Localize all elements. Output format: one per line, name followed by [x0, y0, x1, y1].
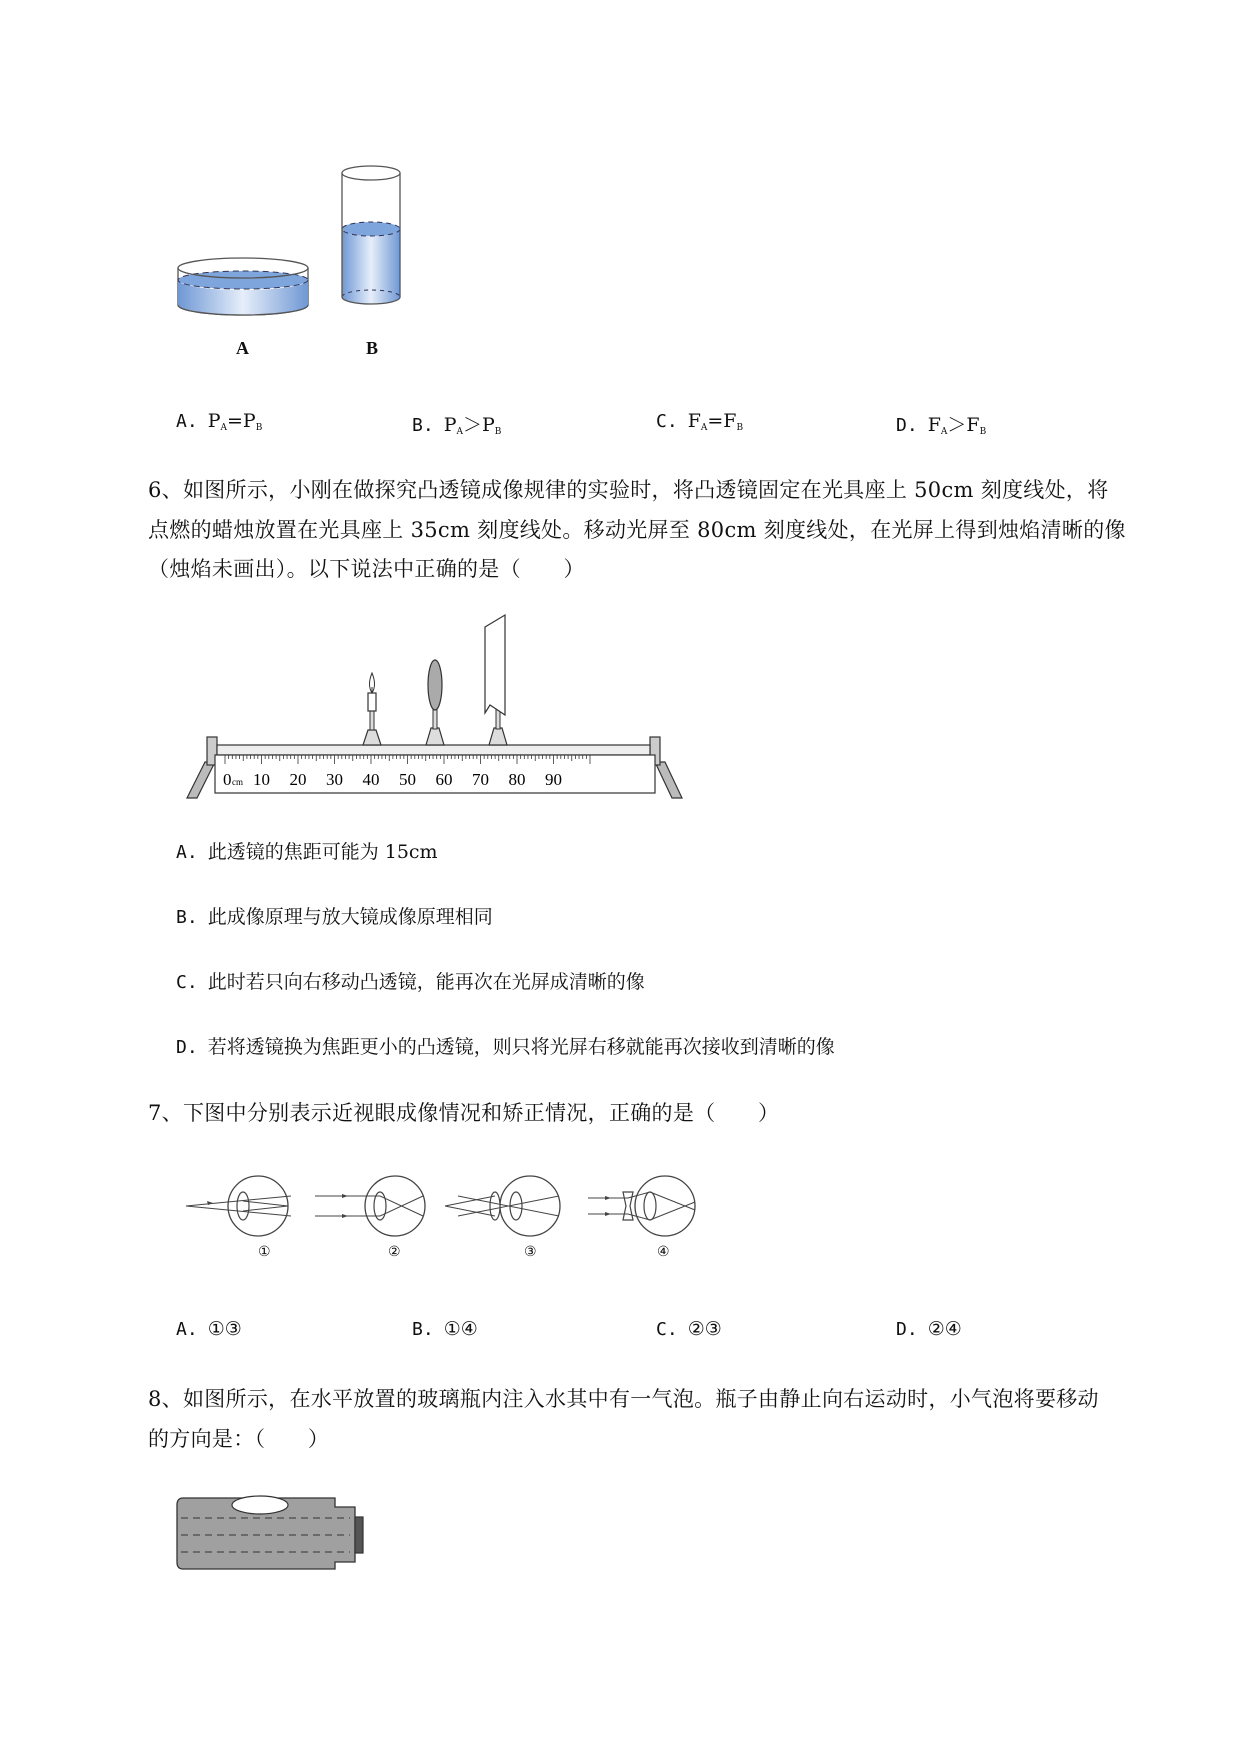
q6-option-d[interactable] — [176, 1032, 835, 1059]
ruler-tick-label: 40 — [362, 770, 380, 789]
optical-bench-figure — [185, 615, 685, 805]
q7-stem: 7、下图中分别表示近视眼成像情况和矫正情况，正确的是（ ） — [148, 1101, 780, 1125]
eye-diagram-3 — [445, 1176, 560, 1236]
q5-option-a[interactable]: A. $P_A=P_B$ — [176, 410, 263, 433]
option-letter: B. — [412, 415, 434, 436]
q5-option-c[interactable]: C. $F_A=F_B$ — [656, 410, 744, 433]
q7-option-a[interactable] — [176, 1318, 242, 1340]
q6-option-c[interactable] — [176, 967, 645, 994]
eye-diagram-label-4: ④ — [657, 1244, 670, 1260]
candle — [363, 673, 381, 745]
container-a — [178, 258, 308, 315]
ruler-tick-label: 30 — [326, 770, 343, 789]
option-text: ②③ — [687, 1318, 722, 1340]
ruler-tick-label: 80 — [508, 770, 526, 789]
ruler-tick-labels — [253, 770, 562, 789]
q8-stem-line-2: 的方向是：（ ） — [148, 1427, 330, 1451]
container-a-label: A — [236, 338, 249, 358]
eye-diagram-label-3: ③ — [524, 1244, 537, 1260]
option-letter: B. — [176, 907, 198, 928]
ruler-tick-label: 10 — [253, 770, 270, 789]
option-letter: C. — [176, 972, 198, 993]
light-screen — [485, 615, 507, 745]
option-text: ①③ — [207, 1318, 242, 1340]
q6-option-a[interactable] — [176, 837, 438, 864]
ruler-tick-label: 60 — [435, 770, 453, 789]
option-text: 此透镜的焦距可能为 15cm — [207, 841, 438, 863]
option-text: ①④ — [443, 1318, 478, 1340]
q8-stem-line-1: 8、如图所示，在水平放置的玻璃瓶内注入水其中有一气泡。瓶子由静止向右运动时，小气泡将要移动 — [148, 1387, 1099, 1411]
convex-lens — [426, 660, 444, 745]
eye-diagram-2 — [315, 1176, 425, 1236]
eye-diagram-4 — [588, 1176, 695, 1236]
eye-diagram-1 — [186, 1176, 291, 1236]
q6-stem-line-3: （烛焰未画出）。以下说法中正确的是（ ） — [148, 557, 585, 581]
q7-option-d[interactable] — [896, 1318, 962, 1340]
option-letter: A. — [176, 842, 198, 863]
q6-option-b[interactable] — [176, 902, 493, 929]
ruler-tick-label: 90 — [545, 770, 562, 789]
q5-option-b[interactable]: B. $P_A>P_B$ — [412, 414, 502, 437]
option-letter: C. — [656, 1319, 678, 1340]
container-b — [342, 166, 400, 304]
option-text: 此成像原理与放大镜成像原理相同 — [207, 906, 493, 928]
ruler-tick-label: 50 — [399, 770, 416, 789]
option-letter: A. — [176, 1319, 198, 1340]
option-text: 此时若只向右移动凸透镜，能再次在光屏成清晰的像 — [207, 971, 645, 993]
q5-option-d[interactable]: D. $F_A>F_B$ — [896, 414, 987, 437]
eye-diagram-label-1: ① — [258, 1244, 271, 1260]
option-letter: A. — [176, 411, 198, 432]
air-bubble — [232, 1496, 288, 1514]
option-letter: B. — [412, 1319, 434, 1340]
ruler-tick-label: 20 — [289, 770, 307, 789]
q6-stem-line-1: 6、如图所示，小刚在做探究凸透镜成像规律的实验时，将凸透镜固定在光具座上 50cm 刻度线处，将 — [148, 478, 1109, 502]
ruler-tick-label: 70 — [472, 770, 489, 789]
option-text: ②④ — [927, 1318, 962, 1340]
eye-diagram-label-2: ② — [388, 1244, 401, 1260]
option-letter: D. — [176, 1037, 198, 1058]
q7-option-c[interactable] — [656, 1318, 722, 1340]
ruler-zero-label: 0 — [223, 770, 232, 789]
q5-containers-figure — [170, 165, 430, 365]
option-text: 若将透镜换为焦距更小的凸透镜，则只将光屏右移就能再次接收到清晰的像 — [207, 1036, 835, 1058]
container-b-label: B — [366, 338, 379, 358]
q6-stem-line-2: 点燃的蜡烛放置在光具座上 35cm 刻度线处。移动光屏至 80cm 刻度线处，在光屏上得到烛焰清晰的像 — [148, 518, 1126, 542]
option-letter: D. — [896, 1319, 918, 1340]
option-letter: C. — [656, 411, 678, 432]
q7-option-b[interactable] — [412, 1318, 478, 1340]
option-letter: D. — [896, 415, 918, 436]
ruler-unit-label: cm — [232, 777, 243, 787]
bottle-figure — [175, 1490, 385, 1580]
